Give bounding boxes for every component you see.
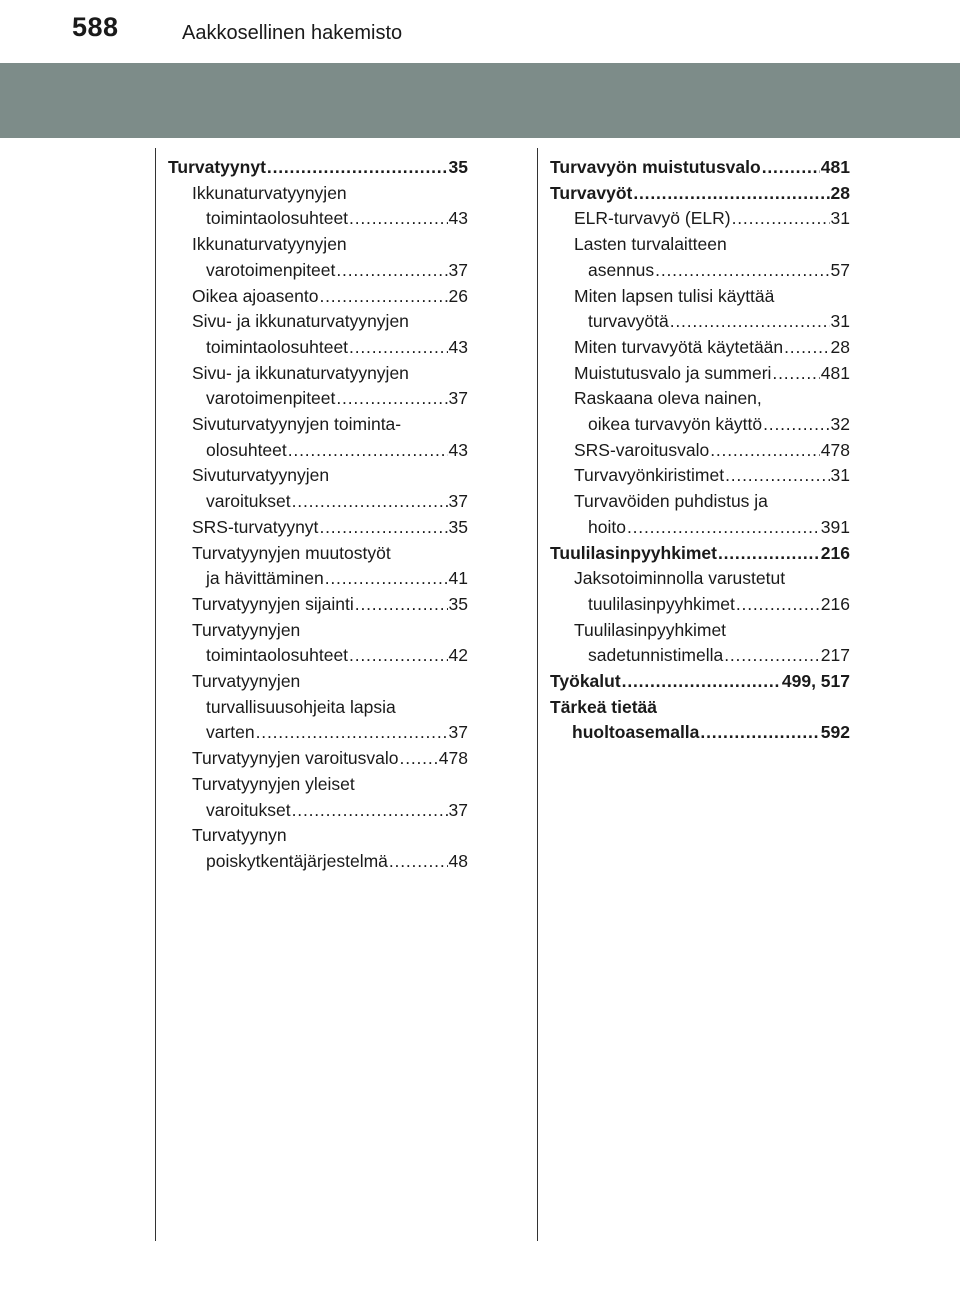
index-entry-text: Sivuturvatyynyjen toiminta-: [192, 414, 402, 435]
index-entry: [550, 489, 850, 540]
index-entry-text: olosuhteet: [206, 439, 287, 460]
index-entry-text: asennus: [588, 259, 655, 280]
index-entry-text: Tärkeä tietää: [550, 696, 658, 717]
page-reference: 37: [448, 799, 468, 820]
column-divider-right: [537, 148, 538, 1241]
index-entry-text: huoltoasemalla: [572, 722, 700, 743]
index-entry-text: Turvatyynyn: [192, 825, 287, 846]
page-reference: 35: [448, 157, 468, 177]
index-entry: [168, 463, 468, 514]
index-entry-text: Jaksotoiminnolla varustetut: [574, 568, 786, 589]
index-entry-text: toimintaolosuhteet: [206, 208, 349, 229]
leader-dots: [267, 155, 448, 181]
page-reference: 43: [448, 336, 468, 357]
page-reference: 592: [820, 722, 850, 743]
index-entry: [168, 772, 468, 823]
index-entry-text: Muistutusvalo ja summeri: [574, 362, 772, 383]
index-entry-text: ELR-turvavyö (ELR): [574, 208, 731, 229]
index-entry: [168, 232, 468, 283]
page-reference: 35: [448, 516, 468, 537]
page-reference: 37: [448, 722, 468, 743]
index-entry-text: varotoimenpiteet: [206, 388, 336, 409]
leader-dots: [336, 258, 447, 284]
index-entry-text: ja hävittäminen: [206, 568, 324, 589]
index-entry-text: Turvatyynyjen: [192, 671, 301, 692]
page-reference: 41: [448, 568, 468, 589]
index-entry: [168, 181, 468, 232]
page-reference: 37: [448, 388, 468, 409]
index-entry-text: SRS-turvatyynyt: [192, 516, 319, 537]
page-reference: 32: [830, 414, 850, 435]
index-entry: [550, 386, 850, 437]
index-entry-text: oikea turvavyön käyttö: [588, 414, 763, 435]
leader-dots: [724, 643, 820, 669]
index-column-left: [168, 155, 468, 875]
index-entry-text: SRS-varoitusvalo: [574, 439, 710, 460]
page-reference: 35: [448, 593, 468, 614]
page-reference: 478: [820, 439, 850, 460]
index-entry: [550, 669, 850, 695]
page-reference: 28: [830, 182, 850, 203]
index-entry-text: Oikea ajoasento: [192, 285, 319, 306]
leader-dots: [633, 181, 829, 207]
index-entry-text: Turvatyynyjen varoitusvalo: [192, 748, 399, 769]
index-entry-text: Turvatyynyjen muutostyöt: [192, 542, 391, 563]
header-banner: [0, 63, 960, 138]
page-reference: 43: [448, 439, 468, 460]
page-reference: 499, 517: [781, 671, 850, 692]
page-reference: 43: [448, 208, 468, 229]
index-entry-text: tuulilasinpyyhkimet: [588, 593, 735, 614]
page-reference: 26: [448, 285, 468, 306]
leader-dots: [292, 489, 448, 515]
index-entry-text: Turvatyynyt: [168, 157, 266, 177]
page-reference: 217: [820, 645, 850, 666]
page-number: 588: [72, 12, 119, 42]
index-entry-text: Turvatyynyjen yleiset: [192, 773, 355, 794]
index-entry: [168, 412, 468, 463]
leader-dots: [772, 361, 819, 387]
index-entry-text: Raskaana oleva nainen,: [574, 388, 762, 409]
index-entry: [550, 541, 850, 567]
page-reference: 37: [448, 259, 468, 280]
index-entry: [168, 669, 468, 746]
leader-dots: [622, 669, 781, 695]
leader-dots: [725, 463, 829, 489]
page-reference: 216: [820, 593, 850, 614]
page-reference: 28: [830, 336, 850, 357]
index-entry-text: Turvatyynyjen sijainti: [192, 593, 354, 614]
leader-dots: [389, 849, 448, 875]
leader-dots: [718, 541, 820, 567]
leader-dots: [732, 206, 830, 232]
index-entry: [550, 463, 850, 489]
index-entry: [168, 155, 468, 181]
index-entry: [550, 618, 850, 669]
index-entry: [550, 695, 850, 746]
page-reference: 391: [820, 516, 850, 537]
index-entry: [168, 361, 468, 412]
leader-dots: [349, 643, 447, 669]
leader-dots: [288, 438, 448, 464]
index-entry-text: sadetunnistimella: [588, 645, 724, 666]
index-entry: [550, 438, 850, 464]
page-title: Aakkosellinen hakemisto: [182, 22, 403, 44]
leader-dots: [349, 206, 447, 232]
index-entry: [550, 206, 850, 232]
index-entry: [550, 155, 850, 181]
index-entry: [168, 284, 468, 310]
leader-dots: [627, 515, 820, 541]
column-divider-left: [155, 148, 156, 1241]
index-entry: [550, 232, 850, 283]
index-entry-text: Sivuturvatyynyjen: [192, 465, 330, 486]
index-entry-text: hoito: [588, 516, 626, 537]
index-entry: [168, 823, 468, 874]
leader-dots: [762, 155, 820, 181]
leader-dots: [710, 438, 820, 464]
leader-dots: [319, 515, 447, 541]
index-entry: [550, 284, 850, 335]
index-entry-text: Miten lapsen tulisi käyttää: [574, 285, 775, 306]
index-entry: [168, 515, 468, 541]
index-entry-text: Ikkunaturvatyynyjen: [192, 234, 347, 255]
index-entry: [168, 746, 468, 772]
leader-dots: [670, 309, 830, 335]
page-reference: 481: [820, 362, 850, 383]
index-entry-text: toimintaolosuhteet: [206, 336, 349, 357]
index-entry-text: Tuulilasinpyyhkimet: [550, 542, 717, 563]
leader-dots: [336, 386, 447, 412]
leader-dots: [256, 720, 448, 746]
leader-dots: [400, 746, 438, 772]
index-entry: [550, 335, 850, 361]
index-column-right: [550, 155, 850, 746]
page-reference: 48: [448, 850, 468, 871]
index-entry-text: turvavyötä: [588, 311, 669, 332]
index-entry: [550, 361, 850, 387]
index-entry-text: Lasten turvalaitteen: [574, 234, 727, 255]
index-entry-text: Turvavyön muistutusvalo: [550, 157, 761, 177]
index-entry-text: poiskytkentäjärjestelmä: [206, 850, 388, 871]
page-reference: 216: [820, 542, 850, 563]
page-reference: 42: [448, 645, 468, 666]
page-reference: 31: [830, 465, 850, 486]
index-entry-text: Sivu- ja ikkunaturvatyynyjen: [192, 362, 409, 383]
index-entry-text: varotoimenpiteet: [206, 259, 336, 280]
index-entry-text: Ikkunaturvatyynyjen: [192, 182, 347, 203]
index-entry: [550, 566, 850, 617]
index-entry: [168, 309, 468, 360]
index-entry-text: varten: [206, 722, 255, 743]
page-reference: 481: [820, 157, 850, 177]
leader-dots: [325, 566, 448, 592]
leader-dots: [784, 335, 829, 361]
leader-dots: [700, 720, 819, 746]
index-entry-text: varoitukset: [206, 491, 291, 512]
leader-dots: [655, 258, 829, 284]
index-entry-text: Työkalut: [550, 671, 621, 692]
index-entry: [168, 541, 468, 592]
index-entry: [168, 618, 468, 669]
leader-dots: [355, 592, 448, 618]
index-entry-text: Tuulilasinpyyhkimet: [574, 619, 727, 640]
index-entry-text: Turvatyynyjen: [192, 619, 301, 640]
page-reference: 31: [830, 311, 850, 332]
leader-dots: [736, 592, 820, 618]
leader-dots: [319, 284, 447, 310]
leader-dots: [349, 335, 447, 361]
index-entry-text: Sivu- ja ikkunaturvatyynyjen: [192, 311, 409, 332]
index-entry-text: Turvavyönkiristimet: [574, 465, 725, 486]
index-entry: [550, 181, 850, 207]
page-reference: 57: [830, 259, 850, 280]
index-entry-text: turvallisuusohjeita lapsia: [206, 696, 396, 717]
leader-dots: [763, 412, 829, 438]
index-entry-text: Turvavöiden puhdistus ja: [574, 491, 768, 512]
index-entry-text: toimintaolosuhteet: [206, 645, 349, 666]
page-reference: 478: [438, 748, 468, 769]
index-entry-text: varoitukset: [206, 799, 291, 820]
page-reference: 37: [448, 491, 468, 512]
page-reference: 31: [830, 208, 850, 229]
leader-dots: [292, 798, 448, 824]
index-entry-text: Turvavyöt: [550, 182, 633, 203]
index-entry: [168, 592, 468, 618]
index-entry-text: Miten turvavyötä käytetään: [574, 336, 784, 357]
